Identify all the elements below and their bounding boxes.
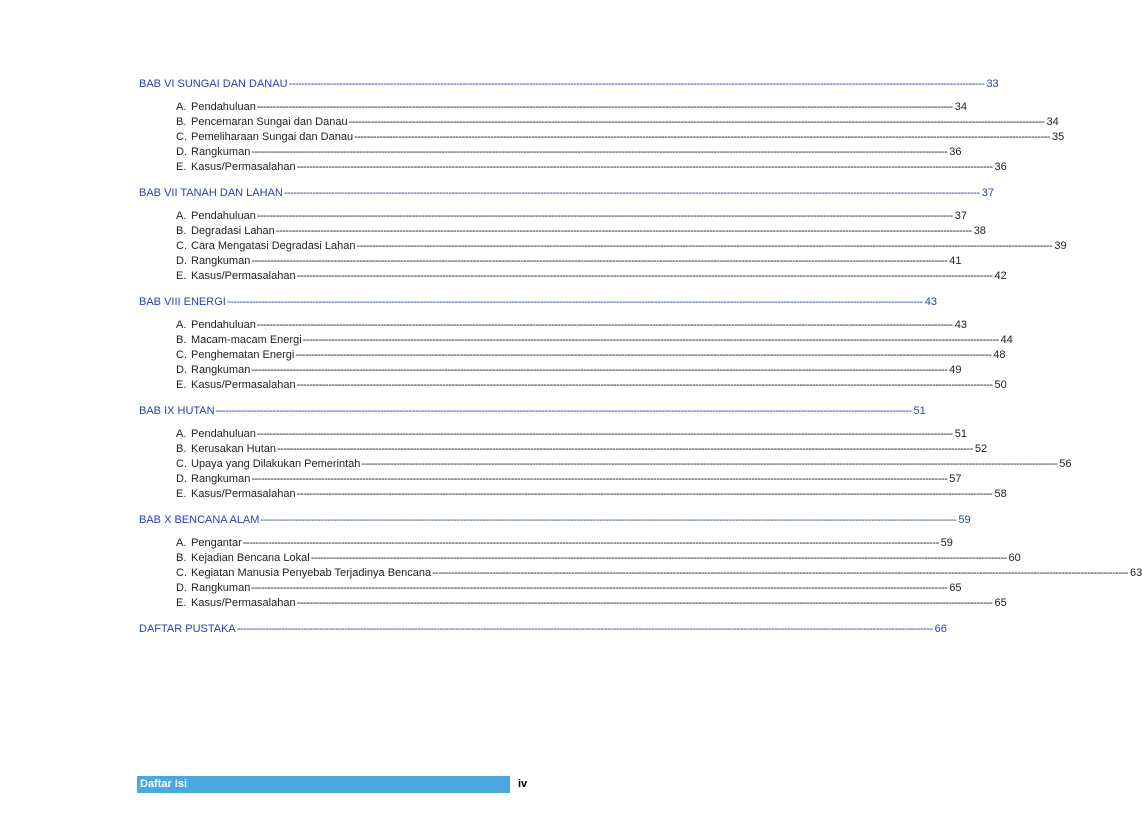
dot-leader: ----------------------------------------------------------------------------------------------------------------------------------------------------------------------------------------------------------------------------: [260, 514, 957, 526]
section-title: Cara Mengatasi Degradasi Lahan: [191, 240, 356, 252]
dot-leader: ----------------------------------------------------------------------------------------------------------------------------------------------------------------------------------------------------------------------------: [432, 567, 1129, 579]
section-letter: B.: [176, 334, 187, 346]
dot-leader: ----------------------------------------------------------------------------------------------------------------------------------------------------------------------------------------------------------------------------: [226, 296, 923, 308]
section-letter: B.: [176, 116, 187, 128]
toc-section-entry[interactable]: [176, 536, 953, 550]
section-page-number: 44: [1000, 334, 1013, 346]
section-letter: B.: [176, 225, 187, 237]
toc-section-entry[interactable]: [176, 348, 1006, 362]
section-page-number: 36: [994, 161, 1007, 173]
section-page-number: 43: [954, 319, 967, 331]
dot-leader: ----------------------------------------------------------------------------------------------------------------------------------------------------------------------------------------------------------------------------: [296, 597, 993, 609]
section-page-number: 65: [949, 582, 962, 594]
section-title: Pengantar: [191, 537, 242, 549]
toc-chapter-entry[interactable]: [139, 622, 947, 636]
chapter-title: BAB VII TANAH DAN LAHAN: [139, 187, 283, 199]
section-page-number: 48: [993, 349, 1006, 361]
toc-chapter-entry[interactable]: [139, 295, 937, 309]
chapter-page-number: 43: [924, 296, 937, 308]
section-page-number: 65: [994, 597, 1007, 609]
section-page-number: 57: [949, 473, 962, 485]
dot-leader: ----------------------------------------------------------------------------------------------------------------------------------------------------------------------------------------------------------------------------: [256, 428, 953, 440]
section-letter: C.: [176, 567, 187, 579]
section-letter: C.: [176, 458, 187, 470]
toc-chapter-entry[interactable]: [139, 513, 971, 527]
section-title: Upaya yang Dilakukan Pemerintah: [191, 458, 361, 470]
dot-leader: ----------------------------------------------------------------------------------------------------------------------------------------------------------------------------------------------------------------------------: [275, 225, 972, 237]
dot-leader: ----------------------------------------------------------------------------------------------------------------------------------------------------------------------------------------------------------------------------: [277, 443, 973, 455]
toc-section-entry[interactable]: [176, 596, 1007, 610]
chapter-title: BAB VI SUNGAI DAN DANAU: [139, 78, 288, 90]
dot-leader: ----------------------------------------------------------------------------------------------------------------------------------------------------------------------------------------------------------------------------: [288, 78, 985, 90]
chapter-page-number: 33: [986, 78, 999, 90]
section-title: Rangkuman: [191, 255, 251, 267]
section-page-number: 49: [949, 364, 962, 376]
section-letter: E.: [176, 379, 187, 391]
footer-section-label: Daftar Isi: [140, 778, 188, 790]
toc-section-entry[interactable]: [176, 378, 1007, 392]
section-letter: D.: [176, 364, 187, 376]
dot-leader: ----------------------------------------------------------------------------------------------------------------------------------------------------------------------------------------------------------------------------: [251, 582, 948, 594]
dot-leader: ----------------------------------------------------------------------------------------------------------------------------------------------------------------------------------------------------------------------------: [256, 319, 953, 331]
section-letter: A.: [176, 537, 187, 549]
section-title: Kegiatan Manusia Penyebab Terjadinya Bencana: [191, 567, 432, 579]
toc-section-entry[interactable]: [176, 239, 1067, 253]
section-page-number: 35: [1051, 131, 1065, 143]
section-title: Pendahuluan: [191, 210, 256, 222]
section-letter: C.: [176, 131, 187, 143]
chapter-page-number: 51: [913, 405, 926, 417]
section-title: Rangkuman: [191, 146, 251, 158]
dot-leader: ----------------------------------------------------------------------------------------------------------------------------------------------------------------------------------------------------------------------------: [251, 364, 948, 376]
section-title: Rangkuman: [191, 364, 251, 376]
dot-leader: ----------------------------------------------------------------------------------------------------------------------------------------------------------------------------------------------------------------------------: [356, 240, 1053, 252]
section-letter: C.: [176, 349, 187, 361]
section-page-number: 36: [949, 146, 962, 158]
section-page-number: 51: [954, 428, 967, 440]
toc-section-entry[interactable]: [176, 269, 1007, 283]
dot-leader: ----------------------------------------------------------------------------------------------------------------------------------------------------------------------------------------------------------------------------: [236, 623, 933, 635]
section-title: Rangkuman: [191, 582, 251, 594]
dot-leader: ----------------------------------------------------------------------------------------------------------------------------------------------------------------------------------------------------------------------------: [296, 161, 993, 173]
section-letter: A.: [176, 428, 187, 440]
dot-leader: ----------------------------------------------------------------------------------------------------------------------------------------------------------------------------------------------------------------------------: [296, 488, 993, 500]
toc-section-entry[interactable]: [176, 566, 1142, 580]
footer-bar: [137, 776, 510, 793]
section-letter: D.: [176, 473, 187, 485]
toc-chapter-entry[interactable]: [139, 186, 994, 200]
dot-leader: ----------------------------------------------------------------------------------------------------------------------------------------------------------------------------------------------------------------------------: [242, 537, 939, 549]
section-letter: E.: [176, 270, 187, 282]
section-page-number: 56: [1059, 458, 1072, 470]
section-letter: D.: [176, 255, 187, 267]
chapter-page-number: 66: [934, 623, 947, 635]
toc-section-entry[interactable]: [176, 333, 1013, 347]
section-letter: D.: [176, 146, 187, 158]
toc-section-entry[interactable]: [176, 318, 967, 332]
chapter-page-number: 59: [958, 514, 971, 526]
section-title: Rangkuman: [191, 473, 251, 485]
toc-section-entry[interactable]: [176, 363, 962, 377]
toc-section-entry[interactable]: [176, 472, 962, 486]
section-letter: E.: [176, 161, 187, 173]
toc-section-entry[interactable]: [176, 254, 962, 268]
section-letter: E.: [176, 597, 187, 609]
section-letter: B.: [176, 443, 187, 455]
section-page-number: 41: [949, 255, 962, 267]
section-title: Kasus/Permasalahan: [191, 270, 296, 282]
section-page-number: 38: [973, 225, 986, 237]
toc-section-entry[interactable]: [176, 224, 986, 238]
section-page-number: 50: [994, 379, 1007, 391]
section-title: Kejadian Bencana Lokal: [191, 552, 310, 564]
section-title: Pemeliharaan Sungai dan Danau: [191, 131, 354, 143]
dot-leader: ----------------------------------------------------------------------------------------------------------------------------------------------------------------------------------------------------------------------------: [348, 116, 1045, 128]
toc-section-entry[interactable]: [176, 442, 988, 456]
dot-leader: ----------------------------------------------------------------------------------------------------------------------------------------------------------------------------------------------------------------------------: [361, 458, 1058, 470]
chapter-title: DAFTAR PUSTAKA: [139, 623, 236, 635]
section-title: Kasus/Permasalahan: [191, 488, 296, 500]
section-letter: A.: [176, 101, 187, 113]
section-title: Pencemaran Sungai dan Danau: [191, 116, 348, 128]
section-letter: E.: [176, 488, 187, 500]
section-letter: D.: [176, 582, 187, 594]
chapter-title: BAB X BENCANA ALAM: [139, 514, 260, 526]
toc-section-entry[interactable]: [176, 427, 967, 441]
chapter-page-number: 37: [981, 187, 994, 199]
dot-leader: ----------------------------------------------------------------------------------------------------------------------------------------------------------------------------------------------------------------------------: [310, 552, 1007, 564]
section-letter: C.: [176, 240, 187, 252]
section-title: Macam-macam Energi: [191, 334, 302, 346]
section-title: Penghematan Energi: [191, 349, 295, 361]
toc-section-entry[interactable]: [176, 457, 1072, 471]
toc-section-entry[interactable]: [176, 115, 1059, 129]
toc-section-entry[interactable]: [176, 581, 962, 595]
dot-leader: ----------------------------------------------------------------------------------------------------------------------------------------------------------------------------------------------------------------------------: [295, 349, 992, 361]
dot-leader: ----------------------------------------------------------------------------------------------------------------------------------------------------------------------------------------------------------------------------: [354, 131, 1050, 143]
section-page-number: 37: [954, 210, 967, 222]
section-title: Kasus/Permasalahan: [191, 161, 296, 173]
section-title: Pendahuluan: [191, 101, 256, 113]
section-title: Pendahuluan: [191, 428, 256, 440]
toc-section-entry[interactable]: [176, 487, 1007, 501]
section-title: Pendahuluan: [191, 319, 256, 331]
section-page-number: 58: [994, 488, 1007, 500]
section-page-number: 42: [994, 270, 1007, 282]
toc-section-entry[interactable]: [176, 160, 1007, 174]
dot-leader: ----------------------------------------------------------------------------------------------------------------------------------------------------------------------------------------------------------------------------: [256, 210, 953, 222]
chapter-title: BAB IX HUTAN: [139, 405, 215, 417]
toc-section-entry[interactable]: [176, 100, 967, 114]
toc-section-entry[interactable]: [176, 209, 967, 223]
dot-leader: ----------------------------------------------------------------------------------------------------------------------------------------------------------------------------------------------------------------------------: [251, 473, 948, 485]
section-page-number: 60: [1008, 552, 1021, 564]
toc-chapter-entry[interactable]: [139, 77, 999, 91]
section-title: Kasus/Permasalahan: [191, 379, 296, 391]
toc-chapter-entry[interactable]: [139, 404, 926, 418]
section-letter: A.: [176, 210, 187, 222]
dot-leader: ----------------------------------------------------------------------------------------------------------------------------------------------------------------------------------------------------------------------------: [215, 405, 912, 417]
dot-leader: ----------------------------------------------------------------------------------------------------------------------------------------------------------------------------------------------------------------------------: [251, 255, 948, 267]
dot-leader: ----------------------------------------------------------------------------------------------------------------------------------------------------------------------------------------------------------------------------: [283, 187, 980, 199]
toc-section-entry[interactable]: [176, 145, 962, 159]
section-page-number: 34: [954, 101, 967, 113]
section-page-number: 34: [1046, 116, 1059, 128]
dot-leader: ----------------------------------------------------------------------------------------------------------------------------------------------------------------------------------------------------------------------------: [256, 101, 953, 113]
chapter-title: BAB VIII ENERGI: [139, 296, 226, 308]
footer-page-number: iv: [518, 778, 528, 790]
section-title: Kerusakan Hutan: [191, 443, 276, 455]
section-title: Degradasi Lahan: [191, 225, 275, 237]
dot-leader: ----------------------------------------------------------------------------------------------------------------------------------------------------------------------------------------------------------------------------: [251, 146, 948, 158]
toc-section-entry[interactable]: [176, 551, 1021, 565]
dot-leader: ----------------------------------------------------------------------------------------------------------------------------------------------------------------------------------------------------------------------------: [296, 379, 993, 391]
section-page-number: 63: [1130, 567, 1142, 579]
section-page-number: 39: [1054, 240, 1067, 252]
section-letter: B.: [176, 552, 187, 564]
toc-section-entry[interactable]: [176, 130, 1065, 144]
section-letter: A.: [176, 319, 187, 331]
section-page-number: 59: [940, 537, 953, 549]
dot-leader: ----------------------------------------------------------------------------------------------------------------------------------------------------------------------------------------------------------------------------: [302, 334, 999, 346]
section-title: Kasus/Permasalahan: [191, 597, 296, 609]
section-page-number: 52: [974, 443, 988, 455]
dot-leader: ----------------------------------------------------------------------------------------------------------------------------------------------------------------------------------------------------------------------------: [296, 270, 993, 282]
